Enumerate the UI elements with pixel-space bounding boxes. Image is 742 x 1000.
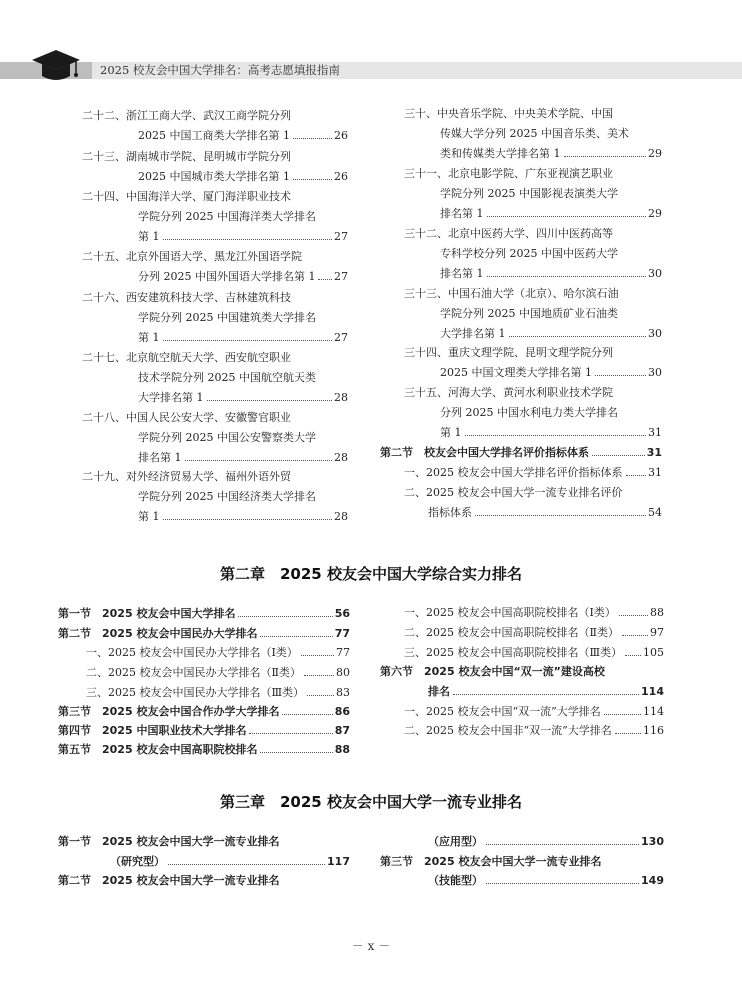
page-number: 56 xyxy=(334,607,350,620)
toc-entry-27-line1: 二十七、北京航空航天大学、西安航空职业 xyxy=(82,351,291,364)
toc-entry-24-line1: 二十四、中国海洋大学、厦门海洋职业技术 xyxy=(82,190,291,203)
ch3-section-2-line2[interactable]: （应用型） 130 xyxy=(428,832,664,852)
page-number: 80 xyxy=(336,666,350,679)
toc-entry-30-line2: 传媒大学分列 2025 中国音乐类、美术 xyxy=(440,127,629,140)
page-number: 31 xyxy=(646,446,662,459)
page-number: 97 xyxy=(650,626,664,639)
toc-section-2-item-2-line2[interactable]: 指标体系 54 xyxy=(428,503,662,523)
page-number: 30 xyxy=(648,327,662,340)
ch2-section-4[interactable]: 第四节 2025 中国职业技术大学排名 87 xyxy=(58,721,350,741)
page-number: 87 xyxy=(334,724,350,737)
page-number: 31 xyxy=(648,426,662,439)
ch2-section-5-item-1[interactable]: 一、2025 校友会中国高职院校排名（Ⅰ类） 88 xyxy=(404,603,664,623)
page-number: 114 xyxy=(643,705,664,718)
running-title: 2025 校友会中国大学排名：高考志愿填报指南 xyxy=(100,63,340,77)
graduation-cap-icon xyxy=(28,44,84,88)
toc-entry-31-line2: 学院分列 2025 中国影视表演类大学 xyxy=(440,187,618,200)
toc-entry-34-line2[interactable]: 2025 中国文理类大学排名第 1 30 xyxy=(440,363,662,383)
page-number: 28 xyxy=(334,451,348,464)
toc-section-2-item-2-line1: 二、2025 校友会中国大学一流专业排名评价 xyxy=(404,486,623,499)
ch2-section-2-item-2[interactable]: 二、2025 校友会中国民办大学排名（Ⅱ类） 80 xyxy=(86,663,350,683)
ch2-section-1[interactable]: 第一节 2025 校友会中国大学排名 56 xyxy=(58,604,350,624)
toc-entry-29-line2: 学院分列 2025 中国经济类大学排名 xyxy=(138,490,316,503)
toc-entry-31-line1: 三十一、北京电影学院、广东亚视演艺职业 xyxy=(404,167,613,180)
page-number: 88 xyxy=(334,743,350,756)
chapter-2-title: 第二章 2025 校友会中国大学综合实力排名 xyxy=(220,565,522,583)
toc-entry-32-line1: 三十二、北京中医药大学、四川中医药高等 xyxy=(404,227,613,240)
toc-entry-27-line3[interactable]: 大学排名第 1 28 xyxy=(138,388,348,408)
page-number: 30 xyxy=(648,267,662,280)
page-number: 29 xyxy=(648,207,662,220)
toc-entry-29-line1: 二十九、对外经济贸易大学、福州外语外贸 xyxy=(82,470,291,483)
page-number: 83 xyxy=(336,686,350,699)
ch3-section-3-line2[interactable]: （技能型） 149 xyxy=(428,871,664,891)
toc-entry-25-line1: 二十五、北京外国语大学、黑龙江外国语学院 xyxy=(82,250,302,263)
page-number: 26 xyxy=(334,170,348,183)
ch2-section-3[interactable]: 第三节 2025 校友会中国合作办学大学排名 86 xyxy=(58,702,350,722)
toc-entry-31-line3[interactable]: 排名第 1 29 xyxy=(440,204,662,224)
toc-entry-32-line3[interactable]: 排名第 1 30 xyxy=(440,264,662,284)
toc-section-2-item-1[interactable]: 一、2025 校友会中国大学排名评价指标体系 31 xyxy=(404,463,662,483)
page-number: 77 xyxy=(334,627,350,640)
ch2-section-2-item-3[interactable]: 三、2025 校友会中国民办大学排名（Ⅲ类） 83 xyxy=(86,683,350,703)
toc-entry-27-line2: 技术学院分列 2025 中国航空航天类 xyxy=(138,371,316,384)
toc-section-2[interactable]: 第二节 校友会中国大学排名评价指标体系 31 xyxy=(380,443,662,463)
toc-entry-28-line1: 二十八、中国人民公安大学、安徽警官职业 xyxy=(82,411,291,424)
page-number: 130 xyxy=(641,835,664,848)
ch2-section-6-line1: 第六节 2025 校友会中国“双一流”建设高校 xyxy=(380,665,605,678)
page-number: 149 xyxy=(641,874,664,887)
page-number: 28 xyxy=(334,510,348,523)
toc-entry-24-line3[interactable]: 第 1 27 xyxy=(138,227,348,247)
toc-entry-24-line2: 学院分列 2025 中国海洋类大学排名 xyxy=(138,210,316,223)
ch2-section-5-item-2[interactable]: 二、2025 校友会中国高职院校排名（Ⅱ类） 97 xyxy=(404,623,664,643)
ch3-section-2-line1: 第二节 2025 校友会中国大学一流专业排名 xyxy=(58,874,280,887)
page-number: 117 xyxy=(327,855,350,868)
toc-entry-32-line2: 专科学校分列 2025 中国中医药大学 xyxy=(440,247,618,260)
toc-entry-23-line2[interactable]: 2025 中国城市类大学排名第 1 26 xyxy=(138,167,348,187)
ch2-section-5-item-3[interactable]: 三、2025 校友会中国高职院校排名（Ⅲ类） 105 xyxy=(404,643,664,663)
page-number: 88 xyxy=(650,606,664,619)
page-number: 54 xyxy=(648,506,662,519)
page-number: 27 xyxy=(334,331,348,344)
toc-entry-33-line3[interactable]: 大学排名第 1 30 xyxy=(440,324,662,344)
page-number: 116 xyxy=(643,724,664,737)
toc-entry-30-line1: 三十、中央音乐学院、中央美术学院、中国 xyxy=(404,107,613,120)
chapter-3-title: 第三章 2025 校友会中国大学一流专业排名 xyxy=(220,793,522,811)
toc-entry-35-line1: 三十五、河海大学、黄河水利职业技术学院 xyxy=(404,386,613,399)
page-number: 114 xyxy=(641,685,664,698)
toc-entry-30-line3[interactable]: 类和传媒类大学排名第 1 29 xyxy=(440,144,662,164)
page-number: 77 xyxy=(336,646,350,659)
ch3-section-1-line1: 第一节 2025 校友会中国大学一流专业排名 xyxy=(58,835,280,848)
ch2-section-6-line2[interactable]: 排名 114 xyxy=(428,682,664,702)
page-number: 28 xyxy=(334,391,348,404)
page-number: 27 xyxy=(334,230,348,243)
toc-entry-28-line2: 学院分列 2025 中国公安警察类大学 xyxy=(138,431,316,444)
ch2-section-2[interactable]: 第二节 2025 校友会中国民办大学排名 77 xyxy=(58,624,350,644)
toc-entry-33-line2: 学院分列 2025 中国地质矿业石油类 xyxy=(440,307,618,320)
ch2-section-2-item-1[interactable]: 一、2025 校友会中国民办大学排名（Ⅰ类） 77 xyxy=(86,643,350,663)
toc-entry-34-line1: 三十四、重庆文理学院、昆明文理学院分列 xyxy=(404,346,613,359)
page-number: 31 xyxy=(648,466,662,479)
toc-entry-35-line2: 分列 2025 中国水利电力类大学排名 xyxy=(440,406,618,419)
page-number: 30 xyxy=(648,366,662,379)
toc-entry-22-line1: 二十二、浙江工商大学、武汉工商学院分列 xyxy=(82,109,291,122)
toc-entry-26-line2: 学院分列 2025 中国建筑类大学排名 xyxy=(138,311,316,324)
toc-entry-22-line2[interactable]: 2025 中国工商类大学排名第 1 26 xyxy=(138,126,348,146)
toc-entry-29-line3[interactable]: 第 1 28 xyxy=(138,507,348,527)
page-number: 86 xyxy=(334,705,350,718)
toc-entry-33-line1: 三十三、中国石油大学（北京）、哈尔滨石油 xyxy=(404,287,619,300)
page-number: 26 xyxy=(334,129,348,142)
ch2-section-6-item-2[interactable]: 二、2025 校友会中国非“双一流”大学排名 116 xyxy=(404,721,664,741)
ch3-section-1-line2[interactable]: （研究型） 117 xyxy=(110,852,350,872)
toc-entry-25-line2[interactable]: 分列 2025 中国外国语大学排名第 1 27 xyxy=(138,267,348,287)
page-folio: － x － xyxy=(351,939,391,953)
page-number: 27 xyxy=(334,270,348,283)
toc-entry-28-line3[interactable]: 排名第 1 28 xyxy=(138,448,348,468)
toc-entry-35-line3[interactable]: 第 1 31 xyxy=(440,423,662,443)
running-header xyxy=(0,58,742,84)
ch2-section-5[interactable]: 第五节 2025 校友会中国高职院校排名 88 xyxy=(58,740,350,760)
toc-entry-23-line1: 二十三、湖南城市学院、昆明城市学院分列 xyxy=(82,150,291,163)
toc-entry-26-line3[interactable]: 第 1 27 xyxy=(138,328,348,348)
ch3-section-3-line1: 第三节 2025 校友会中国大学一流专业排名 xyxy=(380,855,602,868)
toc-entry-26-line1: 二十六、西安建筑科技大学、吉林建筑科技 xyxy=(82,291,291,304)
page-number: 105 xyxy=(643,646,664,659)
ch2-section-6-item-1[interactable]: 一、2025 校友会中国“双一流”大学排名 114 xyxy=(404,702,664,722)
page-number: 29 xyxy=(648,147,662,160)
